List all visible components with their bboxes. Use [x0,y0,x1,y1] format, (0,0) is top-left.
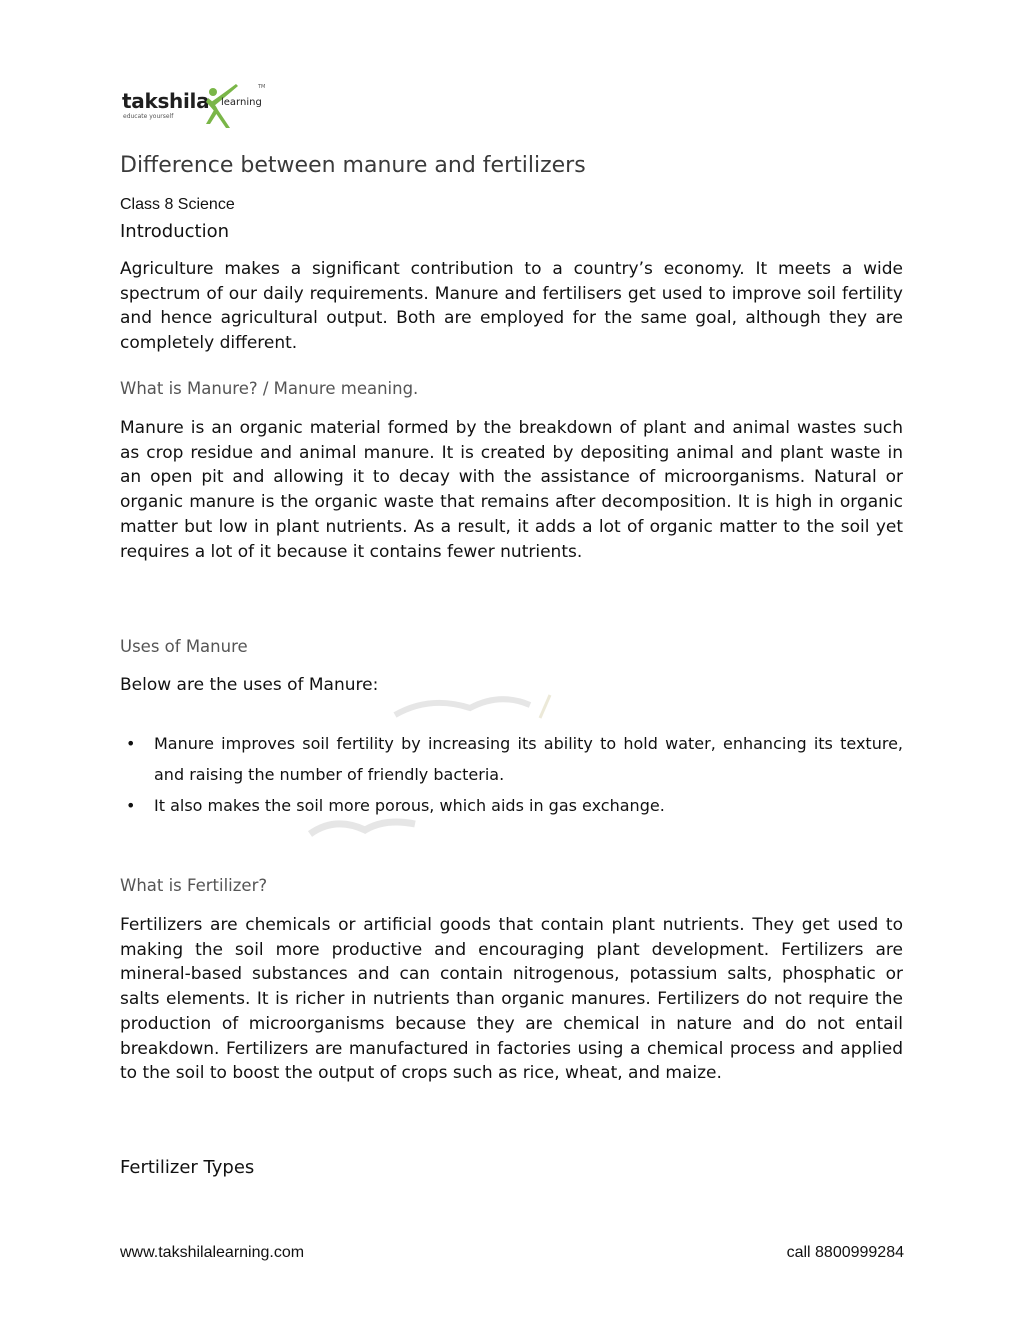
introduction-paragraph: Agriculture makes a significant contribution to a country’s economy. It meets a wide spectrum of our daily requirements. Manure and fertilisers get used to improve soil fertility and hence agricultural output. Both are employed for the same goal, although they are completely different. [120,259,903,354]
logo-tm: TM [258,84,266,90]
page-subtitle: Class 8 Science [120,196,235,213]
fertilizer-heading: What is Fertilizer? [120,876,268,895]
bullet-icon: • [126,796,136,815]
logo-tagline: educate yourself [123,113,174,120]
introduction-heading: Introduction [120,221,230,242]
list-item [120,728,903,790]
list-item-text: It also makes the soil more porous, which aids in gas exchange. [154,796,665,815]
fertilizer-types-heading: Fertilizer Types [120,1157,255,1178]
takshila-logo[interactable] [118,80,278,132]
manure-paragraph: Manure is an organic material formed by the breakdown of plant and animal wastes such as crop residue and animal manure. It is created by depositing animal and plant waste in an open pit and allowing it to decay with the assistance of microorganisms. Natural or organic manure is the organic waste that remains after decomposition. It is high in organic matter but low in plant nutrients. As a result, it adds a lot of organic matter to the soil yet requires a lot of it because it contains fewer nutrients. [120,418,903,562]
list-item [120,790,903,821]
manure-heading: What is Manure? / Manure meaning. [120,379,419,398]
uses-intro: Below are the uses of Manure: [120,675,379,695]
logo-brand-text: takshila [122,89,210,113]
watermark-graphic [390,690,570,720]
footer-website-link[interactable]: www.takshilalearning.com [120,1244,305,1261]
page-title: Difference between manure and fertilizers [120,153,586,178]
uses-list [120,728,903,821]
list-item-text: Manure improves soil fertility by increasing its ability to hold water, enhancing its texture, and raising the number of friendly bacteria. [154,734,903,784]
uses-heading: Uses of Manure [120,637,248,656]
footer-phone: call 8800999284 [786,1244,904,1261]
logo-suffix-text: learning [221,97,262,108]
bullet-icon: • [126,734,136,753]
fertilizer-paragraph: Fertilizers are chemicals or artificial goods that contain plant nutrients. They get used to making the soil more productive and encouraging plant development. Fertilizers are mineral-based substances and can contain nitrogenous, potassium salts, phosphatic or salts elements. It is richer in nutrients than organic manures. Fertilizers do not require the production of microorganisms because they are chemical in nature and do not entail breakdown. Fertilizers are manufactured in factories using a chemical process and applied to the soil to boost the output of crops such as rice, wheat, and maize. [120,915,903,1084]
